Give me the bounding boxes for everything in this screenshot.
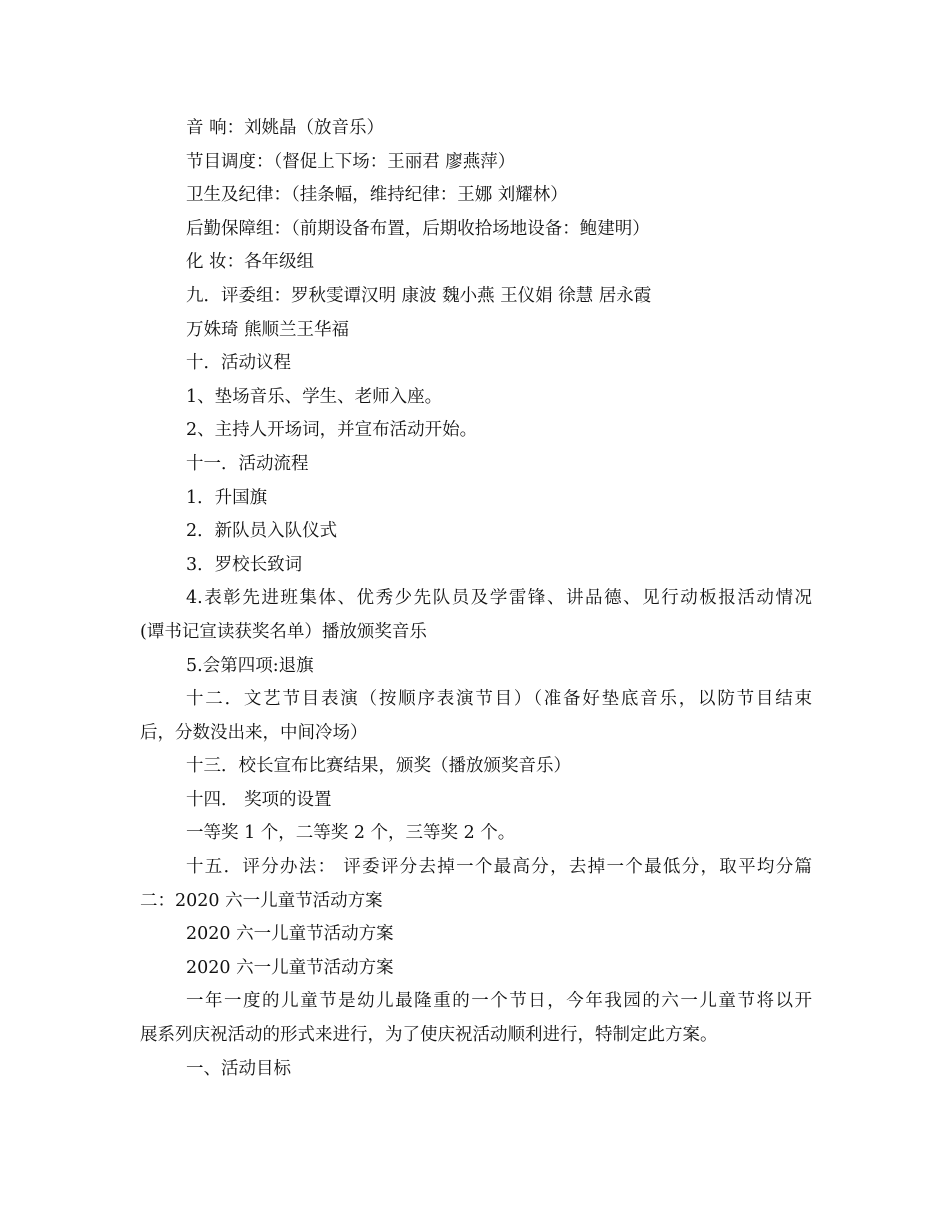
text-line: 2020 六一儿童节活动方案 <box>186 957 394 978</box>
text-line: 十五．评分办法： 评委评分去掉一个最高分，去掉一个最低分，取平均分篇 <box>186 857 812 878</box>
text-line: 十一．活动流程 <box>186 453 309 474</box>
text-line: 展系列庆祝活动的形式来进行，为了使庆祝活动顺利进行，特制定此方案。 <box>140 1025 718 1046</box>
text-line: (谭书记宣读获奖名单）播放颁奖音乐 <box>140 621 427 642</box>
text-line: 后，分数没出来，中间冷场） <box>140 722 368 743</box>
document-body <box>140 112 812 1086</box>
text-line: 万姝琦 熊顺兰王华福 <box>186 319 350 340</box>
text-line: 后勤保障组：（前期设备布置，后期收拾场地设备：鲍建明） <box>186 218 650 239</box>
text-line: 化 妆：各年级组 <box>186 252 315 273</box>
text-line: 一、活动目标 <box>186 1058 291 1079</box>
text-line: 九．评委组：罗秋雯谭汉明 康波 魏小燕 王仪娟 徐慧 居永霞 <box>186 285 652 306</box>
text-line: 二：2020 六一儿童节活动方案 <box>140 890 383 911</box>
text-line: 十三．校长宣布比赛结果，颁奖（播放颁奖音乐） <box>186 756 571 777</box>
text-line: 一年一度的儿童节是幼儿最隆重的一个节日，今年我园的六一儿童节将以开 <box>186 991 812 1012</box>
text-line: 音 响：刘姚晶（放音乐） <box>186 118 385 138</box>
text-line: 3．罗校长致词 <box>186 554 303 575</box>
text-line: 一等奖 1 个，二等奖 2 个，三等奖 2 个。 <box>186 823 516 844</box>
text-line: 1．升国旗 <box>186 487 268 508</box>
text-line: 十四． 奖项的设置 <box>186 789 332 810</box>
text-line: 十．活动议程 <box>186 353 291 374</box>
text-line: 1、垫场音乐、学生、老师入座。 <box>186 386 443 407</box>
text-line: 2．新队员入队仪式 <box>186 521 338 542</box>
text-line: 5.会第四项:退旗 <box>186 655 314 676</box>
text-line: 节目调度：（督促上下场：王丽君 廖燕萍） <box>186 151 516 172</box>
text-line: 十二．文艺节目表演（按顺序表演节目）（准备好垫底音乐，以防节目结束 <box>186 689 812 710</box>
text-line: 2、主持人开场词，并宣布活动开始。 <box>186 420 478 441</box>
text-line: 4.表彰先进班集体、优秀少先队员及学雷锋、讲品德、见行动板报活动情况 <box>186 588 812 609</box>
text-line: 卫生及纪律：（挂条幅，维持纪律：王娜 刘耀林） <box>186 185 568 206</box>
text-line: 2020 六一儿童节活动方案 <box>186 924 394 945</box>
